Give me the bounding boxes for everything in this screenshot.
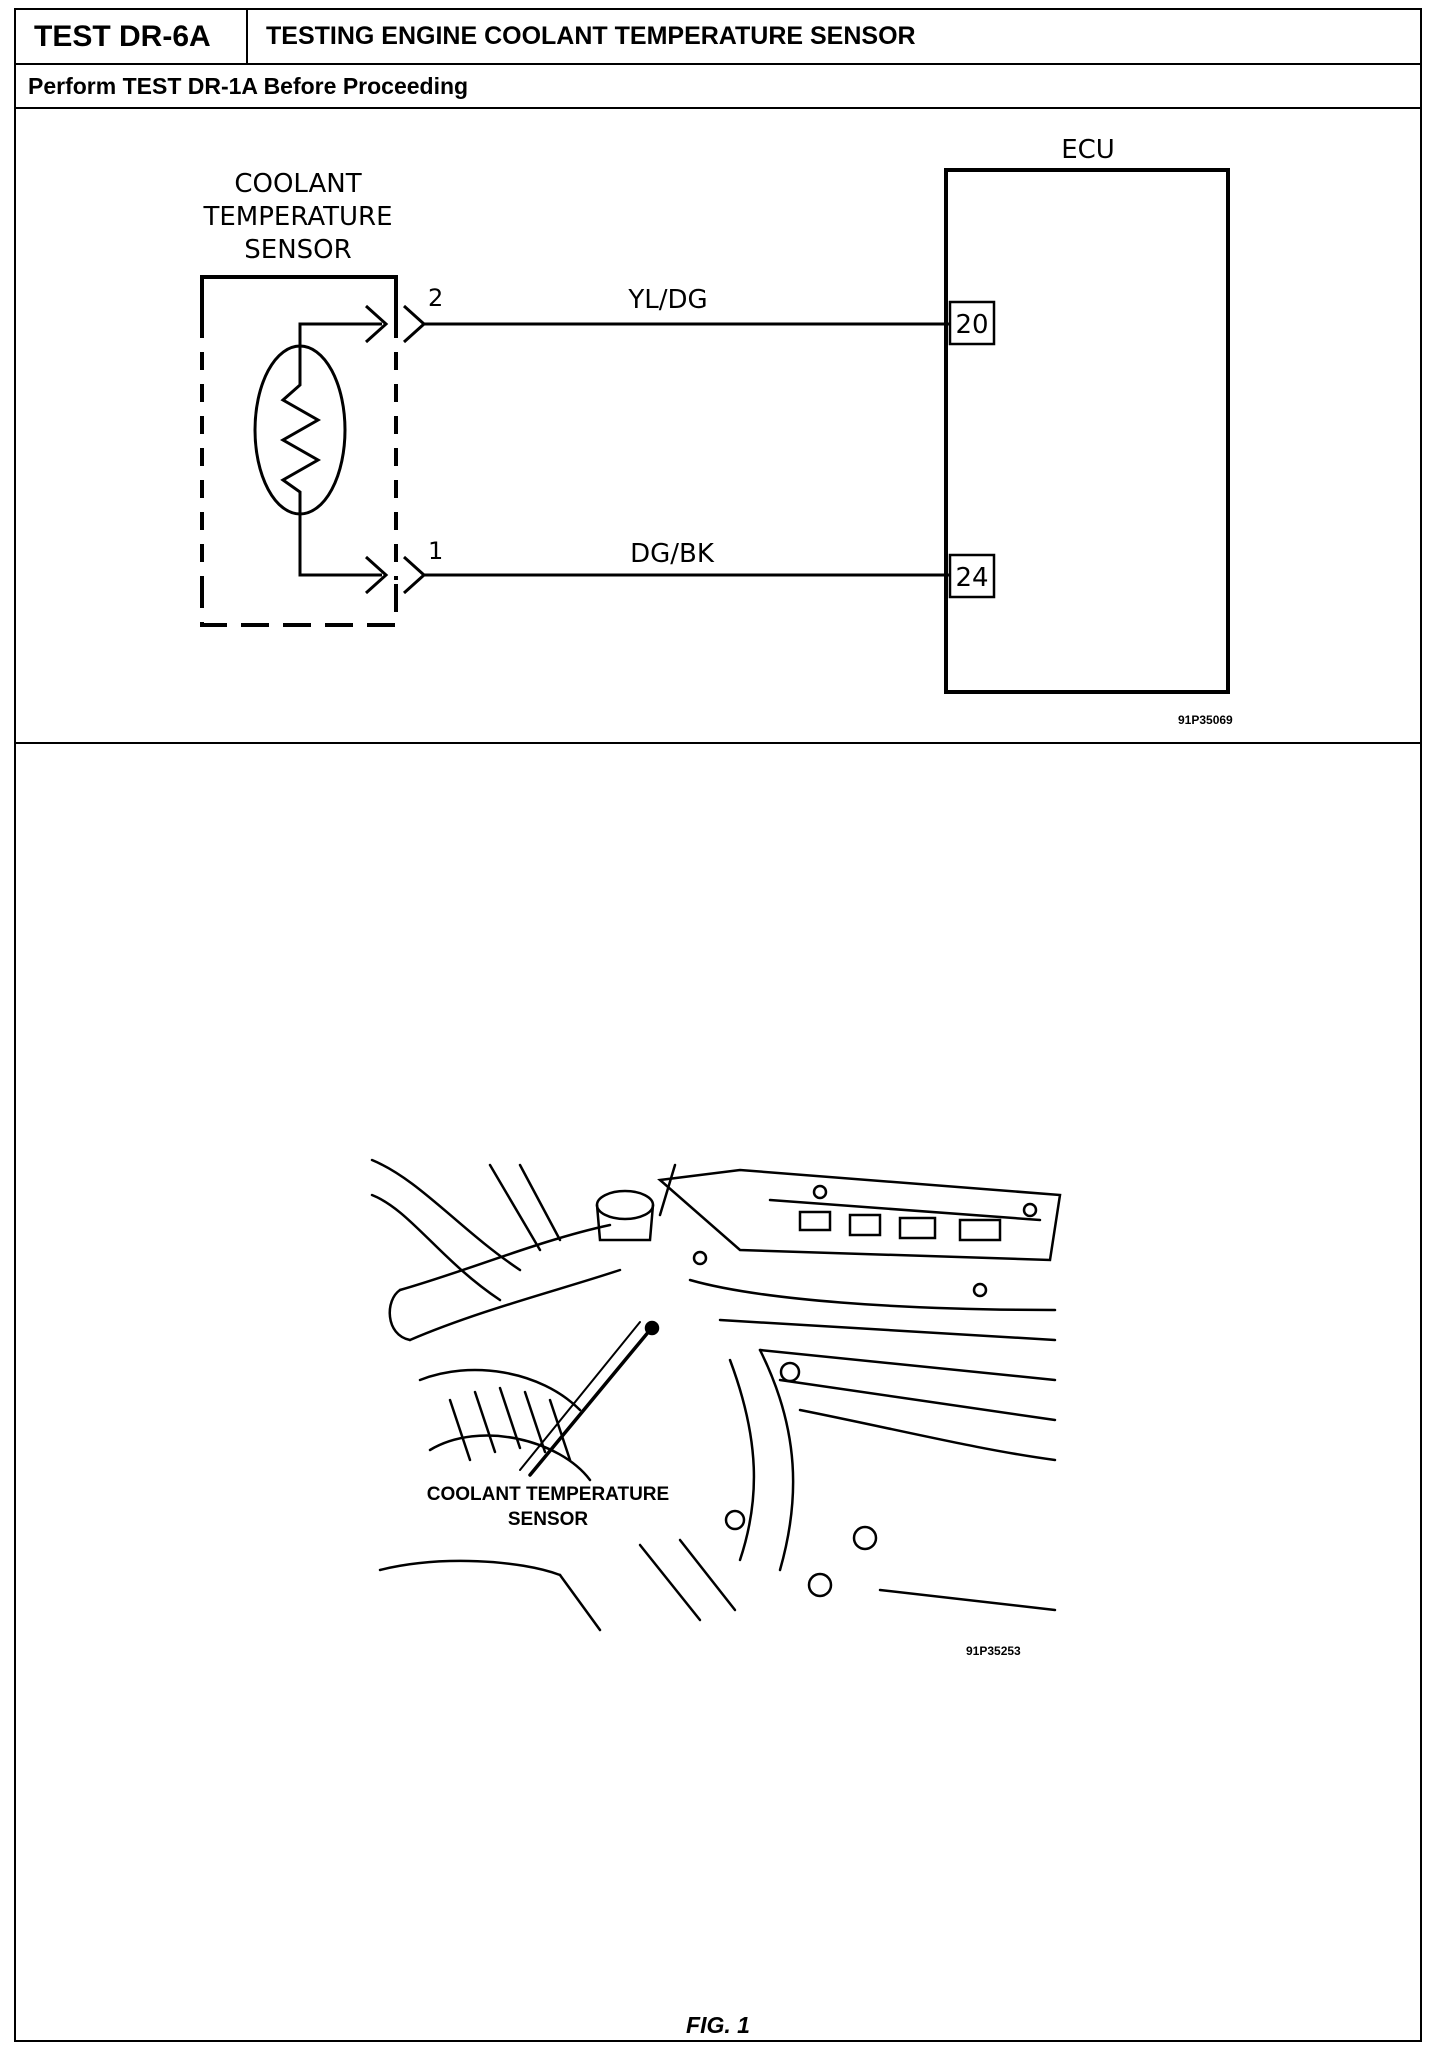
- sensor-callout-line-1: COOLANT TEMPERATURE: [426, 1484, 670, 1505]
- schematic-reference-code: 91P35069: [1178, 713, 1233, 727]
- sensor-leads: [300, 324, 382, 575]
- test-id: TEST DR-6A: [16, 10, 248, 63]
- thermistor-symbol: [255, 346, 345, 514]
- ecu-pin-20: 20: [955, 310, 989, 340]
- prerequisite-note: Perform TEST DR-1A Before Proceeding: [28, 73, 469, 99]
- sensor-callout-line-2: SENSOR: [507, 1509, 589, 1530]
- sensor-pin-2: 2: [428, 284, 444, 312]
- sensor-label-line-1: COOLANT: [234, 169, 362, 199]
- wiring-schematic: [0, 0, 1440, 760]
- ecu-box: [946, 170, 1228, 692]
- wire-color-label-2: DG/BK: [630, 539, 714, 569]
- page-title: TESTING ENGINE COOLANT TEMPERATURE SENSOR: [266, 22, 916, 50]
- ecu-label: ECU: [1061, 135, 1115, 165]
- figure-caption: FIG. 1: [686, 2012, 750, 2038]
- sensor-pin-1: 1: [428, 537, 444, 565]
- wire-color-label-1: YL/DG: [628, 285, 708, 315]
- illustration-reference-code: 91P35253: [966, 1644, 1021, 1658]
- sensor-label-line-2: TEMPERATURE: [203, 202, 393, 232]
- ecu-pin-24: 24: [955, 563, 989, 593]
- sensor-label-line-3: SENSOR: [244, 235, 352, 265]
